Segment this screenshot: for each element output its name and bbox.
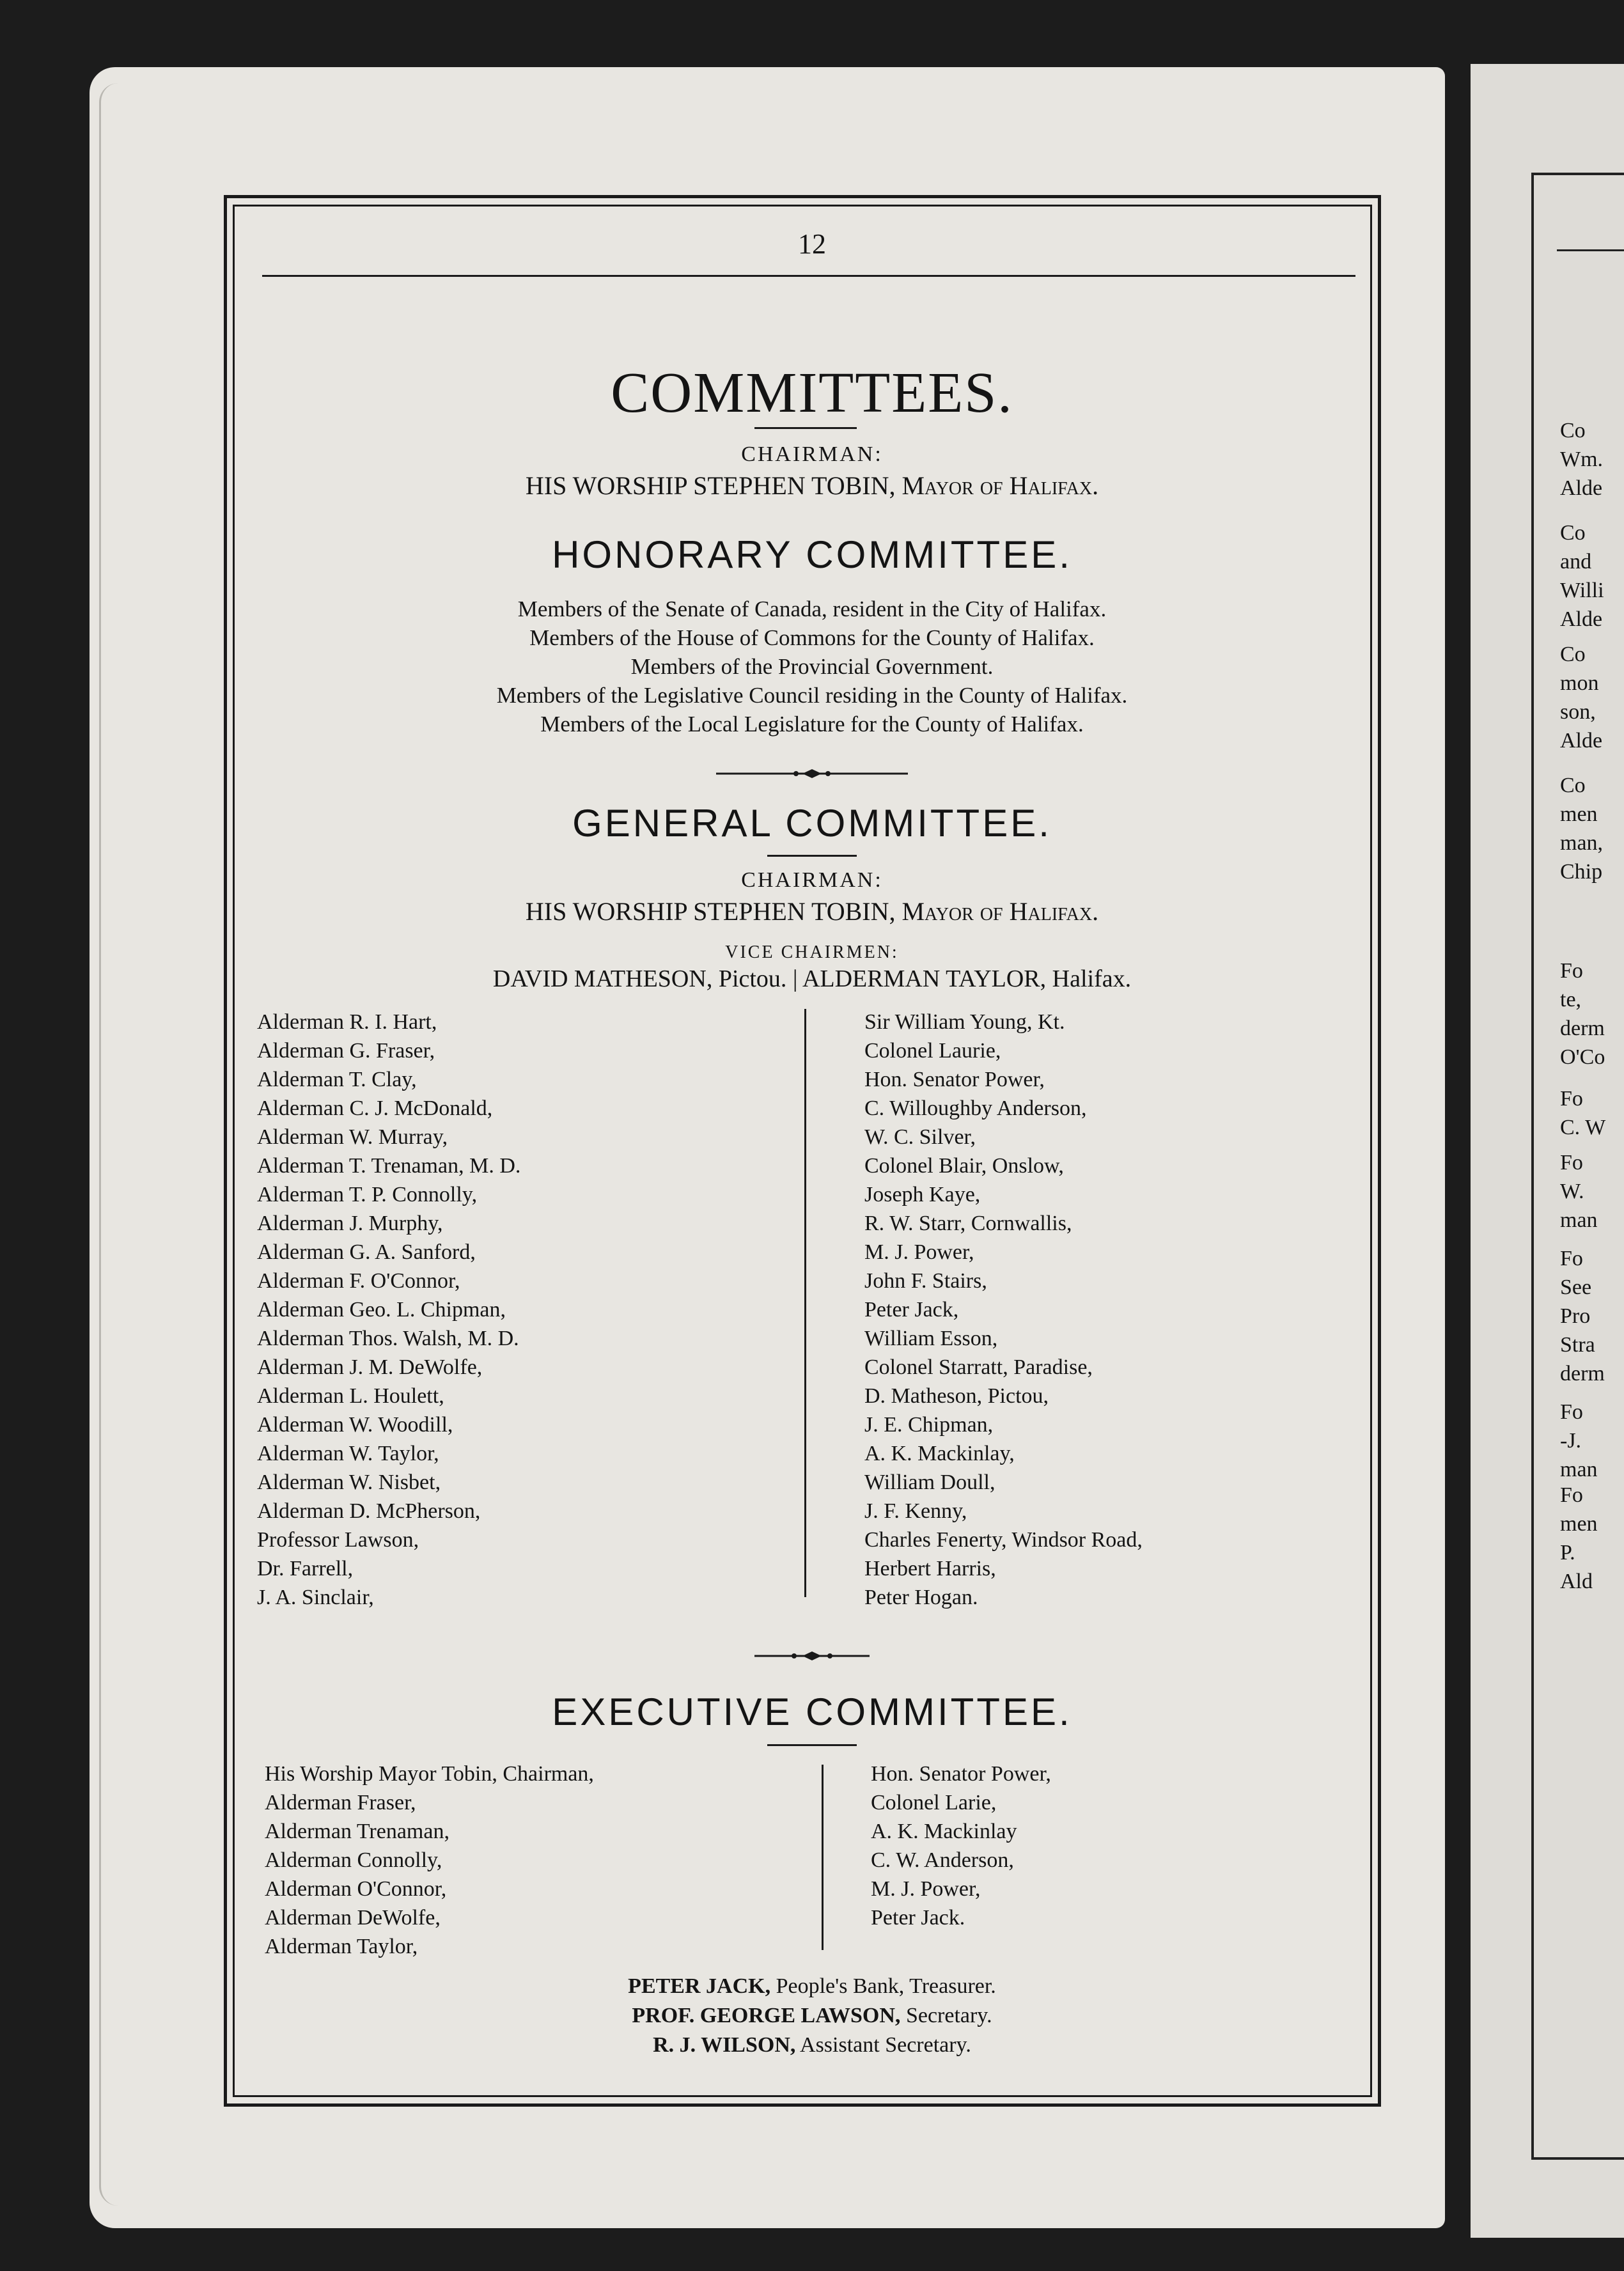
general-underline xyxy=(767,855,857,857)
adjacent-page-fragment: Chip xyxy=(1560,860,1603,884)
officer-line xyxy=(0,2005,1624,2027)
general-member: Peter Jack, xyxy=(864,1298,959,1322)
page-number: 12 xyxy=(798,228,826,260)
general-member: R. W. Starr, Cornwallis, xyxy=(864,1212,1072,1235)
honorary-line: Members of the Local Legislature for the County of Halifax. xyxy=(540,712,1084,737)
adjacent-page-fragment: mon xyxy=(1560,671,1599,695)
general-member: Alderman C. J. McDonald, xyxy=(257,1096,493,1120)
executive-member: A. K. Mackinlay xyxy=(871,1820,1017,1843)
general-heading: GENERAL COMMITTEE. xyxy=(572,802,1052,845)
vice-chairmen: DAVID MATHESON, Pictou. | ALDERMAN TAYLOR, Halifax. xyxy=(492,965,1132,992)
adjacent-page-fragment: te, xyxy=(1560,988,1582,1011)
executive-member: Alderman Fraser, xyxy=(265,1791,416,1814)
adjacent-page-fragment: man xyxy=(1560,1208,1598,1232)
honorary-line: Members of the Legislative Council residing in the County of Halifax. xyxy=(496,683,1128,708)
general-member: Alderman T. Trenaman, M. D. xyxy=(257,1154,521,1178)
adjacent-page-fragment: Wm. xyxy=(1560,448,1604,471)
general-member: Colonel Laurie, xyxy=(864,1039,1001,1063)
general-member: Sir William Young, Kt. xyxy=(864,1010,1065,1034)
executive-list-right xyxy=(871,1760,1051,1932)
adjacent-page-fragment: men xyxy=(1560,1512,1598,1536)
adjacent-page-fragment: Co xyxy=(1560,643,1586,666)
adjacent-page-fragment: -J. xyxy=(1560,1429,1582,1453)
general-member: Alderman W. Woodill, xyxy=(257,1413,453,1437)
general-member: Peter Hogan. xyxy=(864,1586,978,1609)
general-member: Alderman T. P. Connolly, xyxy=(257,1183,478,1206)
general-member: J. A. Sinclair, xyxy=(257,1586,374,1609)
adjacent-page-fragment: O'Co xyxy=(1560,1045,1605,1069)
honorary-line: Members of the House of Commons for the County of Halifax. xyxy=(529,625,1095,650)
header-rule xyxy=(262,275,1355,277)
general-chairman-office: Mayor of Halifax. xyxy=(902,897,1099,926)
executive-member: Alderman Connolly, xyxy=(265,1848,442,1872)
executive-member: Alderman O'Connor, xyxy=(265,1877,447,1901)
executive-member: Colonel Larie, xyxy=(871,1791,997,1814)
general-member: Alderman G. Fraser, xyxy=(257,1039,435,1063)
general-member: J. F. Kenny, xyxy=(864,1499,967,1523)
general-member: Colonel Starratt, Paradise, xyxy=(864,1355,1093,1379)
general-member: Charles Fenerty, Windsor Road, xyxy=(864,1528,1143,1552)
adjacent-page-fragment: Fo xyxy=(1560,1400,1583,1424)
adjacent-page-fragment: Alde xyxy=(1560,607,1603,631)
executive-member: His Worship Mayor Tobin, Chairman, xyxy=(265,1762,594,1786)
general-member: D. Matheson, Pictou, xyxy=(864,1384,1049,1408)
officer-role: Assistant Secretary. xyxy=(795,2033,971,2057)
executive-heading: EXECUTIVE COMMITTEE. xyxy=(552,1690,1072,1733)
general-member: Alderman J. M. DeWolfe, xyxy=(257,1355,483,1379)
general-member: W. C. Silver, xyxy=(864,1125,976,1149)
adjacent-page-fragment: C. W xyxy=(1560,1116,1606,1139)
general-member: Herbert Harris, xyxy=(864,1557,996,1580)
ornament-divider xyxy=(716,767,908,780)
general-member: Alderman W. Taylor, xyxy=(257,1442,439,1465)
adjacent-page-fragment: Fo xyxy=(1560,1087,1583,1111)
chairman-line xyxy=(0,473,1624,499)
adjacent-page-fragment: Co xyxy=(1560,419,1586,442)
general-list-right xyxy=(864,1008,1143,1612)
adjacent-page-fragment: Fo xyxy=(1560,1483,1583,1507)
adjacent-page-fragment: son, xyxy=(1560,700,1596,724)
executive-member: Hon. Senator Power, xyxy=(871,1762,1051,1786)
adjacent-page-fragment: Alde xyxy=(1560,476,1603,500)
adjacent-page-fragment: Co xyxy=(1560,774,1586,797)
executive-column-divider xyxy=(822,1765,824,1950)
executive-member: C. W. Anderson, xyxy=(871,1848,1014,1872)
general-member: Alderman F. O'Connor, xyxy=(257,1269,460,1293)
general-column-divider xyxy=(804,1009,806,1597)
adjacent-page-fragment: Pro xyxy=(1560,1304,1591,1328)
officer-line xyxy=(0,2034,1624,2056)
general-member: A. K. Mackinlay, xyxy=(864,1442,1015,1465)
executive-member: Peter Jack. xyxy=(871,1906,965,1930)
adjacent-page-fragment: men xyxy=(1560,802,1598,826)
general-member: M. J. Power, xyxy=(864,1240,974,1264)
adjacent-page-fragment: Fo xyxy=(1560,1151,1583,1175)
general-member: J. E. Chipman, xyxy=(864,1413,994,1437)
general-member: C. Willoughby Anderson, xyxy=(864,1096,1087,1120)
officer-line xyxy=(0,1976,1624,1997)
ornament-divider-2 xyxy=(754,1650,870,1662)
adjacent-page-fragment: P. xyxy=(1560,1541,1575,1565)
general-member: Alderman T. Clay, xyxy=(257,1068,417,1091)
general-chairman-line xyxy=(0,899,1624,925)
general-member: William Doull, xyxy=(864,1471,995,1494)
adjacent-page-fragment: Willi xyxy=(1560,579,1604,602)
officer-role: Secretary. xyxy=(900,2004,992,2027)
adjacent-page-fragment: Fo xyxy=(1560,959,1583,983)
adjacent-page-fragment: man, xyxy=(1560,831,1604,855)
executive-list-left xyxy=(265,1760,594,1961)
general-member: William Esson, xyxy=(864,1327,998,1350)
general-member: Alderman W. Murray, xyxy=(257,1125,448,1149)
adjacent-page-fragment: Co xyxy=(1560,521,1586,545)
general-member: Dr. Farrell, xyxy=(257,1557,354,1580)
officer-name: PROF. GEORGE LAWSON, xyxy=(632,2004,901,2027)
general-member: John F. Stairs, xyxy=(864,1269,987,1293)
executive-member: Alderman DeWolfe, xyxy=(265,1906,441,1930)
general-chairman-label: CHAIRMAN: xyxy=(741,868,883,892)
honorary-line: Members of the Provincial Government. xyxy=(630,654,994,679)
title-underline xyxy=(754,427,857,429)
adjacent-page-fragment: derm xyxy=(1560,1017,1605,1040)
executive-underline xyxy=(767,1744,857,1746)
chairman-name: HIS WORSHIP STEPHEN TOBIN, xyxy=(525,471,896,500)
chairman-label: CHAIRMAN: xyxy=(741,442,883,466)
general-member: Alderman D. McPherson, xyxy=(257,1499,481,1523)
general-member: Alderman R. I. Hart, xyxy=(257,1010,437,1034)
adjacent-page-fragment: man xyxy=(1560,1458,1598,1481)
general-member: Colonel Blair, Onslow, xyxy=(864,1154,1064,1178)
general-member: Alderman W. Nisbet, xyxy=(257,1471,441,1494)
general-member: Alderman J. Murphy, xyxy=(257,1212,443,1235)
executive-member: Alderman Taylor, xyxy=(265,1935,418,1958)
general-member: Alderman L. Houlett, xyxy=(257,1384,444,1408)
honorary-line: Members of the Senate of Canada, resident in the City of Halifax. xyxy=(517,597,1107,621)
executive-member: M. J. Power, xyxy=(871,1877,981,1901)
adjacent-page-fragment: Stra xyxy=(1560,1333,1595,1357)
adjacent-page-fragment: derm xyxy=(1560,1362,1605,1385)
general-member: Professor Lawson, xyxy=(257,1528,419,1552)
adjacent-page-fragment: W. xyxy=(1560,1180,1584,1203)
general-chairman-name: HIS WORSHIP STEPHEN TOBIN, xyxy=(525,897,896,926)
adjacent-page-fragment: See xyxy=(1560,1276,1592,1299)
officer-name: PETER JACK, xyxy=(628,1974,771,1998)
vice-chairmen-label: VICE CHAIRMEN: xyxy=(725,942,899,962)
page-title: COMMITTEES. xyxy=(611,361,1013,425)
general-member: Alderman G. A. Sanford, xyxy=(257,1240,476,1264)
adjacent-page-fragment: Ald xyxy=(1560,1570,1593,1593)
officer-role: People's Bank, Treasurer. xyxy=(770,1974,996,1998)
adjacent-page-fragment: Fo xyxy=(1560,1247,1583,1270)
general-member: Alderman Geo. L. Chipman, xyxy=(257,1298,506,1322)
general-member: Alderman Thos. Walsh, M. D. xyxy=(257,1327,519,1350)
officer-name: R. J. WILSON, xyxy=(653,2033,796,2057)
general-member: Joseph Kaye, xyxy=(864,1183,981,1206)
chairman-office: Mayor of Halifax. xyxy=(902,471,1099,500)
executive-member: Alderman Trenaman, xyxy=(265,1820,449,1843)
general-list-left xyxy=(257,1008,520,1612)
adjacent-page-fragment: and xyxy=(1560,550,1592,574)
general-member: Hon. Senator Power, xyxy=(864,1068,1045,1091)
honorary-heading: HONORARY COMMITTEE. xyxy=(552,533,1072,576)
adjacent-page-fragment: Alde xyxy=(1560,729,1603,753)
